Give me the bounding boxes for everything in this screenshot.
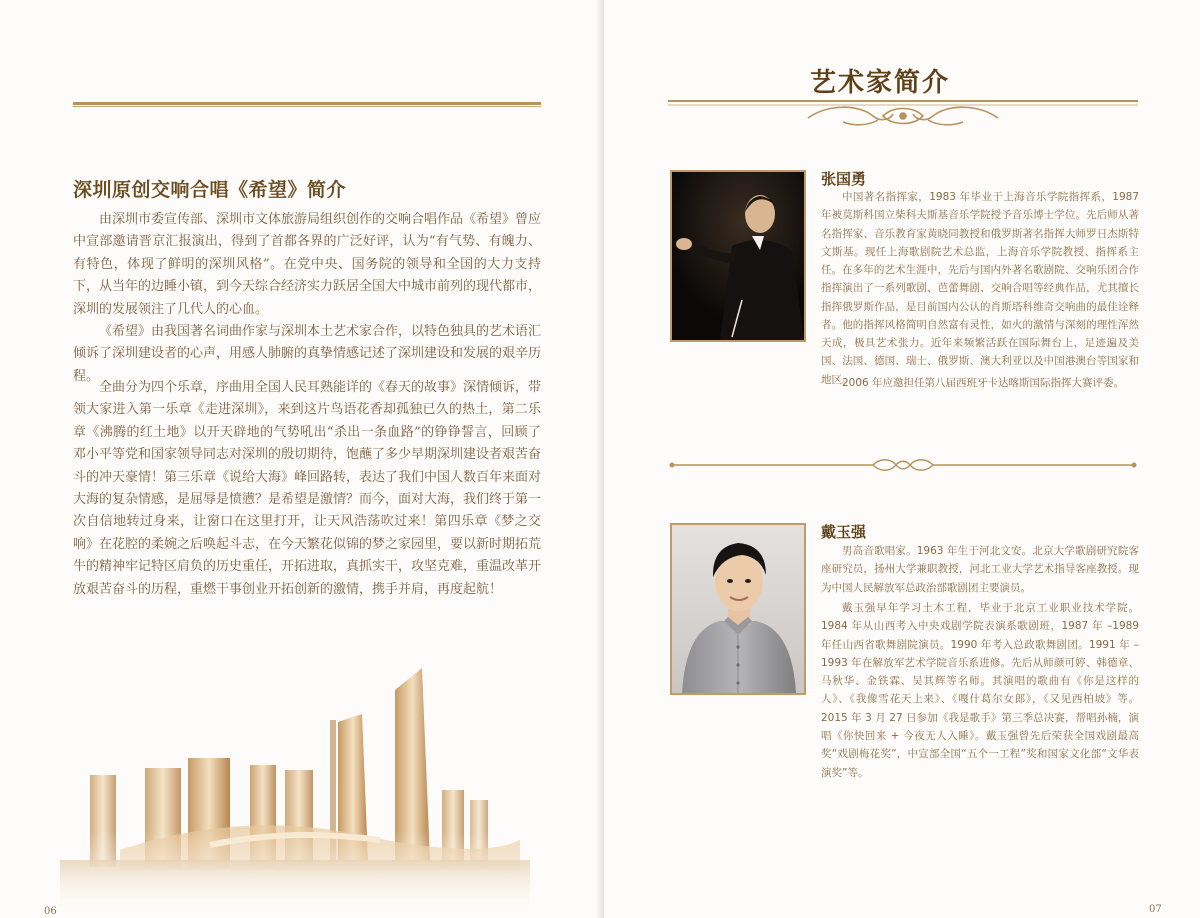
artist-photo-zhang-guoyong <box>670 170 806 342</box>
artist-bio-paragraph: 戴玉强早年学习土木工程，毕业于北京工业职业技术学院。1984 年从山西考入中央戏剧学院表演系歌剧班，1987 年 –1989 年任山西省歌舞剧院演员。1990 年考入总政歌舞剧团。1991 年 –1993 年在解放军艺术学院音乐系进修。先后从师颜可婷、韩德章、马秋华、金铁霖、吴其辉等名师。其演唱的歌曲有《你是这样的人》、《我像雪花天上来》、《嘎什葛尔女郎》，《又见西柏坡》等。2015 年 3 月 27 日参加《我是歌手》第三季总决赛，帮唱孙楠，演唱《你快回来 + 今夜无人入睡》。戴玉强曾先后荣获全国戏剧最高奖“戏剧梅花奖”，中宣部全国“五个一工程”奖和国家文化部“文华表演奖”等。 <box>821 602 1139 779</box>
top-rule <box>73 102 541 107</box>
intro-paragraph-1: 由深圳市委宣传部、深圳市文体旅游局组织创作的交响合唱作品《希望》曾应中宣部邀请晋京汇报演出，得到了首都各界的广泛好评，认为“有气势、有魄力、有特色，体现了鲜明的深圳风格”。在党中央、国务院的领导和全国的大力支持下，从当年的边睡小镇，到今天综合经济实力跃居全国大中城市前列的现代都市，深圳的发展领注了几代人的心血。 <box>73 212 542 317</box>
artist-photo-dai-yuqiang <box>670 523 806 695</box>
section-divider-ornament <box>668 456 1138 474</box>
header-ornament <box>668 98 1138 130</box>
page-number-left: 06 <box>44 906 57 917</box>
artist-name-zhang-guoyong: 张国勇 <box>821 170 867 188</box>
artist-bio-paragraph: 男高音歌唱家。1963 年生于河北文安。北京大学歌剧研究院客座研究员，扬州大学兼职教授，河北工业大学艺术指导客座教授。现为中国人民解放军总政治部歌剧团主要演员。 <box>821 545 1139 594</box>
artist-bio-paragraph: 在多年的艺术生涯中，先后与国内外著名歌剧院、交响乐团合作指挥演出了一系列歌剧、芭蕾舞剧、交响合唱等经典作品，尤其擅长指挥俄罗斯作品，是目前国内公认的肖斯塔科维奇交响曲的最佳诠释者。他的指挥风格简明自然富有灵性，如火的激情与深刻的理性浑然天成，极具艺术张力。近年来频繁活跃在国际舞台上，足迹遍及美国、法国、德国、瑞士、俄罗斯、澳大利亚以及中国港澳台等国家和地区。 <box>821 264 1139 386</box>
artist-bio-paragraph: 中国著名指挥家，1983 年毕业于上海音乐学院指挥系，1987 年被莫斯科国立柴科夫斯基音乐学院授予音乐博士学位。先后师从著名指挥家、音乐教育家黄晓同教授和俄罗斯著名指挥大师罗日杰斯特文斯基。现任上海歌剧院艺术总监，上海音乐学院教授、指挥系主任。 <box>821 191 1139 277</box>
artist-bio-paragraph: 2006 年应邀担任第八届西班牙卡达喀斯国际指挥大赛评委。 <box>842 377 1125 389</box>
artists-section-title: 艺术家简介 <box>809 68 950 98</box>
intro-paragraph-3: 全曲分为四个乐章，序曲用全国人民耳熟能详的《春天的故事》深情倾诉，带领大家进入第一乐章《走进深圳》，来到这片鸟语花香却孤独已久的热土，第二乐章《沸腾的红土地》以开天辟地的气势吼出“杀出一条血路”的铮铮誓言，回顾了邓小平等党和国家领导同志对深圳的殷切期待，饱蘸了多少早期深圳建设者艰苦奋斗的冲天豪情！第三乐章《说给大海》峰回路转，表达了我们中国人数百年来面对大海的复杂情感，是屈辱是愤懑？是希望是激情？而今，面对大海，我们终于第一次自信地转过身来，让窗口在这里打开，让天风浩荡吹过来！第四乐章《梦之交响》在花腔的柔婉之后唤起斗志，在今天繁花似锦的梦之家园里，要以新时期拓荒牛的精神牢记特区肩负的历史重任，开拓进取，真抓实干，攻坚克难，重温改革开放艰苦奋斗的历程，重燃干事创业开拓创新的激情，携手并肩，再度起航！ <box>73 380 542 597</box>
page-number-right: 07 <box>1149 904 1162 915</box>
city-skyline-illustration <box>60 650 530 912</box>
intro-paragraph-2: 《希望》由我国著名词曲作家与深圳本土艺术家合作，以特色独具的艺术语汇倾诉了深圳建设者的心声，用感人肺腑的真挚情感记述了深圳建设和发展的艰辛历程。 <box>73 324 542 384</box>
artist-name-dai-yuqiang: 戴玉强 <box>821 523 867 541</box>
section-title: 深圳原创交响合唱《希望》简介 <box>73 179 347 201</box>
